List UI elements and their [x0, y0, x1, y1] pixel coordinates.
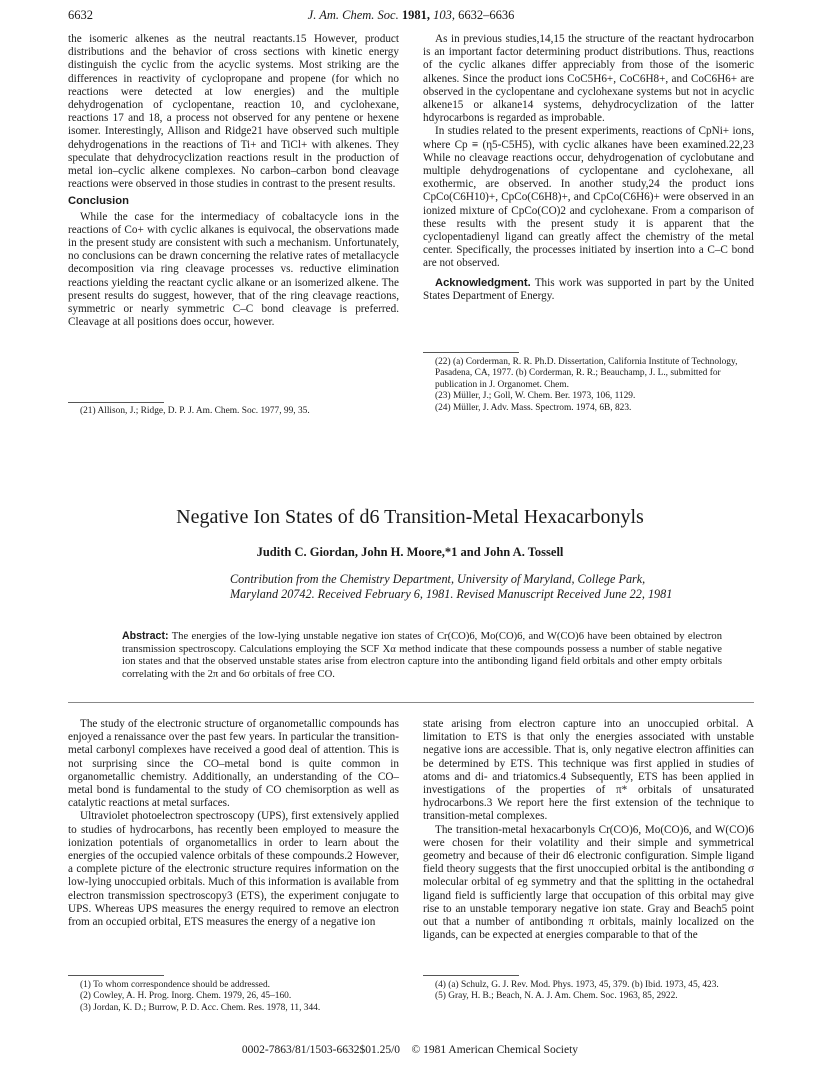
footnote-21: (21) Allison, J.; Ridge, D. P. J. Am. Chem. Soc. 1977, 99, 35. [80, 406, 310, 416]
journal-pages: 6632–6636 [458, 8, 515, 22]
prev-article-paragraph: the isomeric alkenes as the neutral reactants.15 However, product distributions and the behavior of cross sections with kinetic energy distinguish the cyclic from the acyclic systems. Most striking are the differences in reactivity of cyclopropane and propene (for which no reactions were detected at low energies) and the multiple dehydrogenation of cyclopentane, reaction 10, and cyclohexane, reactions 17 and 18, a process not observed for any pentene or hexene isomer. Interestingly, Allison and Ridge21 have observed such multiple dehydrogenations in the reactions of Ti+ and TiCl+ with alkenes. They speculate that dehydrocyclization reactions result in the production of metal ion–cyclic alkene complexes. No carbon–carbon bond cleavage reactions were observed in those studies in contrast to the present results. [68, 33, 399, 191]
footnote-22: (22) (a) Corderman, R. R. Ph.D. Dissertation, California Institute of Technology, Pasadena, CA, 1977. (b) Corderman, R. R.; Beauchamp, J. L., submitted for publication in J. Organomet. Chem. [435, 357, 738, 390]
body-right-column [423, 718, 754, 942]
footnote-4: (4) (a) Schulz, G. J. Rev. Mod. Phys. 1973, 45, 379. (b) Ibid. 1973, 45, 423. [435, 980, 719, 990]
article-authors: Judith C. Giordan, John H. Moore,*1 and John A. Tossell [256, 545, 564, 559]
footnote-1: (1) To whom correspondence should be addressed. [80, 980, 271, 990]
abstract-divider [68, 702, 754, 703]
journal-name: J. Am. Chem. Soc. [307, 8, 399, 22]
abstract-label: Abstract: [122, 630, 169, 642]
body-paragraph: Ultraviolet photoelectron spectroscopy (UPS), first extensively applied to studies of hydrocarbons, has recently been employed to measure the ionization potentials of organometallics in order to learn about the energies of the occupied valence orbitals of these compounds.2 However, a complete picture of the electronic structure requires information on the low-lying unoccupied orbitals. Much of this information is available from electron transmission spectroscopy3 (ETS), the experiment conjugate to UPS. Whereas UPS measures the energy required to remove an electron from an occupied orbital, ETS measures the energy of a negative ion [68, 810, 399, 929]
prev-article-right-column [423, 33, 754, 303]
journal-volume: 103, [433, 8, 455, 22]
page-footer [0, 1044, 820, 1056]
acknowledgment-label: Acknowledgment. [435, 276, 531, 289]
footnote-2: (2) Cowley, A. H. Prog. Inorg. Chem. 1979, 26, 45–160. [80, 991, 292, 1002]
footnote-rule [423, 975, 519, 976]
body-footnotes-left [80, 980, 400, 1014]
contribution-line: Maryland 20742. Received February 6, 1981. Revised Manuscript Received June 22, 1981 [230, 586, 673, 601]
contribution-affiliation [230, 572, 790, 601]
prev-article-paragraph: As in previous studies,14,15 the structure of the reactant hydrocarbon is an important factor determining product distributions. Thus, reactions of the cyclic alkanes differ appreciably from those of the isomeric alkenes. Since the product ions CoC5H6+, CoC6H8+, and CoC6H6+ are observed in the cyclopentane and cyclohexane systems but not in acyclic alkene15 or alkane14 systems, dehydrocyclization of the latter hdyrocarbons is regarded as improbable. [423, 33, 754, 125]
abstract [122, 630, 722, 681]
footnote-5: (5) Gray, H. B.; Beach, N. A. J. Am. Chem. Soc. 1963, 85, 2922. [435, 991, 678, 1002]
footnote-23: (23) Müller, J.; Goll, W. Chem. Ber. 1973, 106, 1129. [435, 391, 636, 402]
acknowledgment [423, 277, 754, 303]
body-left-column [68, 718, 399, 929]
contribution-line: Contribution from the Chemistry Department, University of Maryland, College Park, [230, 572, 646, 586]
conclusion-paragraph: While the case for the intermediacy of cobaltacycle ions in the reactions of Co+ with cyclic alkanes is equivocal, the observations made in the present study are consistent with such a mechanism. Unfortunately, no conclusions can be drawn concerning the relative rates of metallacycle decomposition via ring cleavage processes vs. reductive elimination reactions yielding the reactant cyclic alkane or an isomerized alkene. The present results do suggest, however, that of the ring cleavage reactions, symmetric or nearly symmetric C–C bond cleavage is preferred. Cleavage at all positions does occur, however. [68, 210, 399, 329]
acknowledgment-text: This work was supported in part by the United States Department of Energy. [423, 276, 754, 302]
copyright: © 1981 American Chemical Society [411, 1044, 579, 1056]
footnote-rule [423, 352, 519, 353]
body-footnotes-right [435, 980, 753, 1003]
journal-year: 1981, [401, 8, 430, 22]
running-header [68, 8, 754, 26]
body-paragraph: state arising from electron capture into an unoccupied orbital. A limitation to ETS is that only the energies associated with unstable negative ions are accessible. That is, only negative electron affinities can be determined by ETS. This technique was first applied in studies of atoms and di- and triatomics.4 Subsequently, ETS has been applied in investigations of the properties of π* orbitals of unsaturated hydrocarbons.3 We report here the first extension of the technique to transition-metal complexes. [423, 718, 754, 823]
prev-footnotes-right [435, 357, 753, 414]
journal-citation [68, 8, 754, 23]
footnote-rule [68, 402, 164, 403]
prev-article-left-column [68, 33, 399, 329]
abstract-text: The energies of the low-lying unstable negative ion states of Cr(CO)6, Mo(CO)6, and W(CO)6 have been obtained by electron transmission spectroscopy. Calculations employing the SCF Xα method indicate that these compounds possess a number of stable negative ion states and that the observed unstable states arise from electron capture into the antibonding ligand field orbitals and other empty orbitals correlating with the 2π and 6σ orbitals of free CO. [122, 631, 723, 680]
article-title: Negative Ion States of d6 Transition-Metal Hexacarbonyls [176, 506, 644, 528]
body-paragraph: The study of the electronic structure of organometallic compounds has enjoyed a renaissance over the past few years. In particular the transition-metal carbonyl complexes have received a good deal of attention. This is not surprising since the CO–metal bond is quite common in organometallic chemistry. Additionally, an understanding of the CO–metal bond is fundamental to the study of CO chemisorption as well as catalytic reactions at metal surfaces. [68, 718, 399, 810]
footnote-rule [68, 975, 164, 976]
footnote-3: (3) Jordan, K. D.; Burrow, P. D. Acc. Chem. Res. 1978, 11, 344. [80, 1002, 321, 1013]
price-code: 0002-7863/81/1503-6632$01.25/0 [241, 1044, 401, 1056]
prev-article-paragraph: In studies related to the present experiments, reactions of CpNi+ ions, where Cp ≡ (η5-C5H5), with cyclic alkanes have been examined.22,23 While no cleavage reactions occur, dehydrogenation of cyclobutane and multiple dehydrogenations of cyclopentane and cyclohexane, all exothermic, are observed. In another study,24 the product ions CpCo(C6H10)+, CpCo(C6H8)+, and CpCo(C6H6)+ were observed in an ionized mixture of CpCo(CO)2 and cyclohexane. From a comparison of these results with the present study it is apparent that the cyclopentadienyl ligand can greatly affect the chemistry of the metal center. Specifically, the processes initiated by insertion into a C–C bond are not observed. [423, 125, 754, 270]
body-paragraph: The transition-metal hexacarbonyls Cr(CO)6, Mo(CO)6, and W(CO)6 were chosen for their volatility and their simple and symmetrical geometry and because of their d6 electronic configuration. Simple ligand field theory suggests that the first unoccupied orbital is the antibonding σ molecular orbital of eg symmetry and that the splitting in the octahedral ligand field is sufficiently large that occupation of this orbital may give rise to an unstable temporary negative ion state. Gray and Beach5 point out that a number of antibonding π orbitals, mainly localized on the ligands, can be expected at energies comparable to that of the [423, 823, 754, 942]
prev-footnotes-left [80, 406, 400, 417]
conclusion-heading: Conclusion [68, 195, 129, 208]
footnote-24: (24) Müller, J. Adv. Mass. Spectrom. 1974, 6B, 823. [435, 402, 632, 413]
page-number: 6632 [68, 8, 93, 22]
